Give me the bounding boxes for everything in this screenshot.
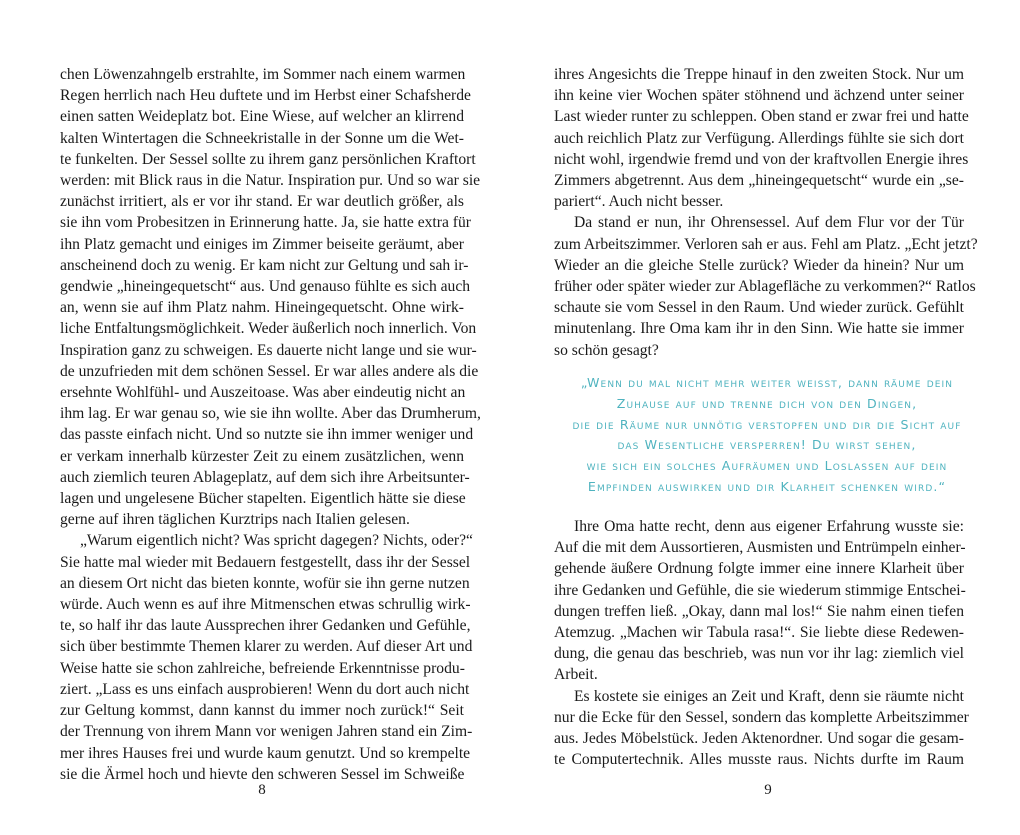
text-line: Inspiration ganz zu schweigen. Es dauerte nicht lange und sie wur-: [60, 341, 477, 359]
text-line: Da stand er nun, ihr Ohrensessel. Auf dem Flur vor der Tür: [574, 214, 964, 232]
right-page-body-text-bottom: [554, 516, 969, 770]
text-line: dung, die genau das beschrieb, was nun vor ihr lag: ziemlich viel: [554, 645, 964, 663]
grandma-quote-block: [532, 373, 1002, 498]
text-line: gerne auf ihren täglichen Kurztrips nach Italien gelesen.: [60, 511, 410, 529]
quote-line: die die Räume nur unnötig verstopfen und dir die Sicht auf: [572, 416, 962, 432]
text-line: zum Arbeitszimmer. Verloren sah er aus. Fehl am Platz. „Echt jetzt?: [554, 235, 978, 253]
text-line: Last wieder runter zu schleppen. Oben stand er zwar frei und hatte: [554, 108, 969, 126]
text-line: Wieder an die gleiche Stelle zurück? Wieder da hinein? Nur um: [554, 256, 964, 274]
text-line: sie ihn vom Probesitzen in Erinnerung hatte. Ja, sie hatte extra für: [60, 214, 471, 232]
text-line: liche Entfaltungsmöglichkeit. Weder äußerlich noch innerlich. Von: [60, 320, 477, 338]
text-line: kalten Wintertagen die Schneekristalle in der Sonne um die Wet-: [60, 129, 464, 147]
text-line: ihn keine vier Wochen später stöhnend und ächzend unter seiner: [554, 87, 964, 105]
text-line: nicht wohl, irgendwie fremd und von der kraftvollen Energie ihres: [554, 150, 969, 168]
text-line: zunächst irritiert, als er vor ihr stand. Er war deutlich größer, als: [60, 193, 464, 211]
text-line: sich über bestimmte Themen klarer zu werden. Auf dieser Art und: [60, 638, 473, 656]
text-line: de unzufrieden mit dem schönen Sessel. Er war alles andere als die: [60, 362, 479, 380]
text-line: ersehnte Wohlfühl- und Auszeitoase. Was aber eindeutig nicht an: [60, 384, 466, 402]
text-line: ihn Platz gemacht und einiges im Zimmer beiseite geräumt, aber: [60, 235, 464, 253]
text-line: an, wenn sie auf ihm Platz nahm. Hineingequetscht. Ohne wirk-: [60, 299, 464, 317]
text-line: ziert. „Lass es uns einfach ausprobieren! Wenn du dort auch nicht: [60, 680, 470, 698]
text-line: zur Geltung kommst, dann kannst du immer noch zurück!“ Seit: [60, 702, 464, 720]
text-line: Zimmers abgetrennt. Aus dem „hineingequetscht“ wurde ein „se-: [554, 172, 964, 190]
text-line: nur die Ecke für den Sessel, sondern das komplette Arbeitszimmer: [554, 708, 969, 726]
text-line: Es kostete sie einiges an Zeit und Kraft, denn sie räumte nicht: [574, 687, 964, 705]
text-line: der Trennung von ihrem Mann vor wenigen Jahren stand ein Zim-: [60, 723, 473, 741]
text-line: te, so half ihr das laute Aussprechen ihrer Gedanken und Gefühle,: [60, 617, 471, 635]
text-line: so schön gesagt?: [554, 341, 659, 359]
right-page-body-text-top: [554, 64, 978, 361]
right-page: [510, 0, 1020, 835]
text-line: ihm lag. Er war genau so, wie sie ihn wollte. Aber das Drumherum,: [60, 405, 481, 423]
text-line: te funkelten. Der Sessel sollte zu ihrem ganz persönlichen Kraftort: [60, 150, 476, 168]
text-line: „Warum eigentlich nicht? Was spricht dagegen? Nichts, oder?“: [80, 532, 473, 550]
text-line: das passte einfach nicht. Und so nutzte sie ihn immer weniger und: [60, 426, 474, 444]
text-line: ihre Gedanken und Gefühle, die sie wiederum stimmige Entschei-: [554, 581, 966, 599]
text-line: mer ihres Hauses frei und wurde kaum genutzt. Und so krempelte: [60, 744, 471, 762]
text-line: chen Löwenzahngelb erstrahlte, im Sommer nach einem warmen: [60, 66, 466, 83]
text-line: auch ziemlich teuren Ablageplatz, auf dem sich ihre Arbeitsunter-: [60, 468, 470, 486]
text-line: anscheinend doch zu wenig. Er kam nicht zur Geltung und sah ir-: [60, 256, 469, 274]
quote-line: „Wenn du mal nicht mehr weiter weisst, dann räume dein: [580, 375, 954, 390]
text-line: auch reichlich Platz zur Verfügung. Allerdings fühlte sie sich dort: [554, 129, 964, 147]
text-line: Ihre Oma hatte recht, denn aus eigener Erfahrung wusste sie:: [574, 518, 964, 535]
text-line: einen satten Weideplatz bot. Eine Wiese, auf welcher an klirrend: [60, 108, 464, 126]
text-line: lagen und ungelesene Bücher stapelten. Eigentlich hätte sie diese: [60, 490, 466, 508]
quote-line: das Wesentliche versperren! Du wirst sehen,: [617, 437, 917, 453]
text-line: früher oder später wieder zur Ablagefläche zu verkommen?“ Ratlos: [554, 278, 976, 296]
text-line: er verkam innerhalb kürzester Zeit zu einem zusätzlichen, wenn: [60, 447, 464, 465]
text-line: an diesem Ort nicht das bieten konnte, wofür sie ihn gerne nutzen: [60, 574, 470, 592]
text-line: Regen herrlich nach Heu duftete und im Herbst einer Schafsherde: [60, 87, 471, 105]
text-line: Weise hatte sie schon zahlreiche, befreiende Erkenntnisse produ-: [60, 659, 465, 677]
page-number-right: 9: [764, 782, 772, 798]
text-line: schaute sie vom Sessel in den Raum. Und wieder zurück. Gefühlt: [554, 299, 964, 317]
left-page-body-text: [60, 64, 481, 785]
text-line: gehende äußere Ordnung folgte immer eine innere Klarheit über: [554, 560, 964, 578]
quote-line: Empfinden auswirken und dir Klarheit schenken wird.“: [587, 478, 947, 494]
text-line: gendwie „hineingequetscht“ aus. Und genauso fühlte es sich auch: [60, 278, 471, 296]
text-line: Atemzug. „Machen wir Tabula rasa!“. Sie liebte diese Redewen-: [554, 624, 964, 642]
text-line: ihres Angesichts die Treppe hinauf in den zweiten Stock. Nur um: [554, 66, 964, 83]
text-line: aus. Jedes Möbelstück. Jeden Aktenordner. Und sogar die gesam-: [554, 730, 964, 748]
text-line: dungen treffen ließ. „Okay, dann mal los!“ Sie nahm einen tiefen: [554, 602, 964, 620]
text-line: te Computertechnik. Alles musste raus. Nichts durfte im Raum: [554, 751, 964, 769]
text-line: Arbeit.: [554, 666, 598, 684]
text-line: sie die Ärmel hoch und hievte den schweren Sessel im Schweiße: [60, 765, 465, 783]
text-line: pariert“. Auch nicht besser.: [554, 193, 724, 211]
text-line: Sie hatte mal wieder mit Bedauern festgestellt, dass ihr der Sessel: [60, 553, 471, 571]
text-line: Auf die mit dem Aussortieren, Ausmisten und Entrümpeln einher-: [554, 539, 966, 557]
quote-line: wie sich ein solches Aufräumen und Loslassen auf dein: [586, 458, 948, 474]
quote-line: Zuhause auf und trenne dich von den Dingen,: [616, 395, 918, 411]
text-line: würde. Auch wenn es auf ihre Mitmenschen etwas schrullig wirk-: [60, 596, 471, 614]
text-line: werden: mit Blick raus in die Natur. Inspiration pur. Und so war sie: [60, 172, 481, 190]
text-line: minutenlang. Ihre Oma kam ihr in den Sinn. Wie hatte sie immer: [554, 320, 964, 338]
page-number-left: 8: [258, 782, 266, 798]
